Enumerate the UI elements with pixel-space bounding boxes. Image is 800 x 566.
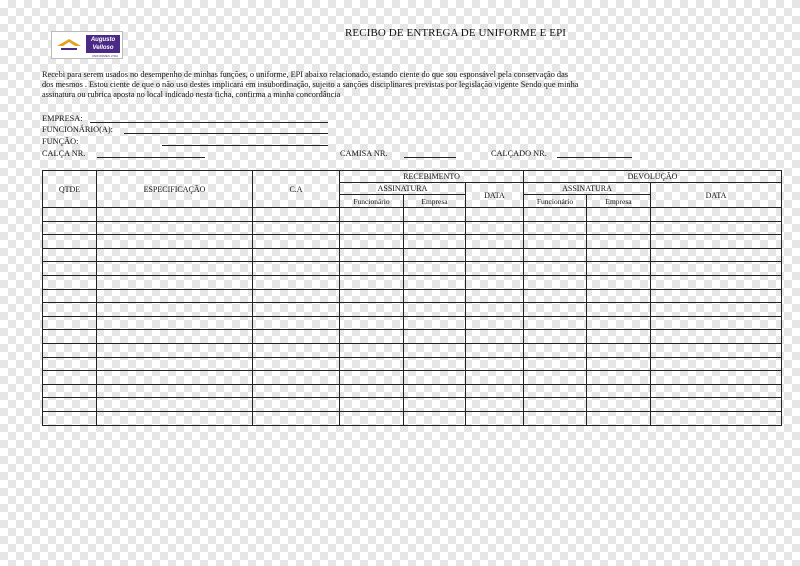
- table-cell[interactable]: [587, 398, 651, 412]
- table-cell[interactable]: [97, 343, 253, 357]
- table-cell[interactable]: [97, 275, 253, 289]
- table-cell[interactable]: [340, 289, 404, 303]
- table-cell[interactable]: [651, 411, 782, 425]
- table-cell[interactable]: [97, 221, 253, 235]
- table-cell[interactable]: [587, 221, 651, 235]
- table-cell[interactable]: [587, 262, 651, 276]
- table-cell[interactable]: [651, 398, 782, 412]
- table-cell[interactable]: [587, 303, 651, 317]
- calcado-label: CALÇADO NR.: [491, 149, 547, 158]
- table-cell[interactable]: [466, 248, 524, 262]
- table-cell[interactable]: [524, 316, 587, 330]
- table-cell[interactable]: [587, 275, 651, 289]
- table-cell[interactable]: [404, 248, 466, 262]
- table-cell[interactable]: [524, 262, 587, 276]
- table-cell[interactable]: [43, 398, 97, 412]
- table-cell[interactable]: [97, 330, 253, 344]
- table-cell[interactable]: [340, 411, 404, 425]
- logo-subtitle: UNIFORMES LTDA: [91, 54, 119, 58]
- devolucao-empresa: Empresa: [587, 195, 651, 208]
- table-cell[interactable]: [43, 316, 97, 330]
- table-cell[interactable]: [587, 343, 651, 357]
- table-cell[interactable]: [43, 330, 97, 344]
- table-row: [43, 275, 782, 289]
- table-cell[interactable]: [587, 316, 651, 330]
- table-cell[interactable]: [466, 208, 524, 222]
- table-cell[interactable]: [404, 384, 466, 398]
- table-cell[interactable]: [524, 289, 587, 303]
- table-row: [43, 398, 782, 412]
- table-cell[interactable]: [404, 398, 466, 412]
- table-cell[interactable]: [43, 289, 97, 303]
- company-logo: [51, 31, 123, 59]
- table-cell[interactable]: [651, 248, 782, 262]
- col-especificacao: ESPECIFICAÇÃO: [97, 171, 253, 208]
- table-cell[interactable]: [97, 398, 253, 412]
- table-cell[interactable]: [524, 208, 587, 222]
- table-cell[interactable]: [43, 371, 97, 385]
- table-cell[interactable]: [466, 221, 524, 235]
- table-cell[interactable]: [404, 221, 466, 235]
- col-ca: C.A: [253, 171, 340, 208]
- table-cell[interactable]: [651, 275, 782, 289]
- table-cell[interactable]: [404, 343, 466, 357]
- table-cell[interactable]: [651, 208, 782, 222]
- table-cell[interactable]: [340, 330, 404, 344]
- recebimento-funcionario: Funcionário: [340, 195, 404, 208]
- table-cell[interactable]: [253, 398, 340, 412]
- table-cell[interactable]: [466, 357, 524, 371]
- devolucao-funcionario: Funcionário: [524, 195, 587, 208]
- table-row: [43, 289, 782, 303]
- funcionario-field[interactable]: [124, 133, 328, 134]
- table-cell[interactable]: [340, 316, 404, 330]
- table-cell[interactable]: [466, 262, 524, 276]
- table-cell[interactable]: [587, 357, 651, 371]
- table-cell[interactable]: [466, 289, 524, 303]
- table-cell[interactable]: [651, 235, 782, 249]
- camisa-field[interactable]: [404, 157, 456, 158]
- table-cell[interactable]: [524, 411, 587, 425]
- table-cell[interactable]: [524, 303, 587, 317]
- table-cell[interactable]: [587, 411, 651, 425]
- table-cell[interactable]: [340, 357, 404, 371]
- table-cell[interactable]: [340, 221, 404, 235]
- table-cell[interactable]: [524, 275, 587, 289]
- table-cell[interactable]: [524, 371, 587, 385]
- table-cell[interactable]: [587, 330, 651, 344]
- table-cell[interactable]: [587, 371, 651, 385]
- table-cell[interactable]: [253, 262, 340, 276]
- table-cell[interactable]: [524, 384, 587, 398]
- table-cell[interactable]: [404, 303, 466, 317]
- table-cell[interactable]: [651, 289, 782, 303]
- table-cell[interactable]: [43, 275, 97, 289]
- table-cell[interactable]: [524, 235, 587, 249]
- table-cell[interactable]: [253, 384, 340, 398]
- items-table: [42, 170, 782, 426]
- recebimento-empresa: Empresa: [404, 195, 466, 208]
- table-cell[interactable]: [97, 411, 253, 425]
- table-cell[interactable]: [587, 384, 651, 398]
- table-cell[interactable]: [253, 316, 340, 330]
- col-recebimento: RECEBIMENTO: [340, 171, 524, 183]
- table-cell[interactable]: [97, 289, 253, 303]
- table-cell[interactable]: [43, 411, 97, 425]
- table-cell[interactable]: [253, 289, 340, 303]
- table-cell[interactable]: [340, 208, 404, 222]
- table-cell[interactable]: [340, 275, 404, 289]
- table-cell[interactable]: [466, 371, 524, 385]
- recebimento-assinatura: ASSINATURA: [340, 183, 466, 195]
- table-cell[interactable]: [253, 303, 340, 317]
- table-cell[interactable]: [253, 371, 340, 385]
- table-cell[interactable]: [404, 289, 466, 303]
- table-cell[interactable]: [43, 208, 97, 222]
- table-cell[interactable]: [466, 303, 524, 317]
- table-cell[interactable]: [43, 221, 97, 235]
- table-cell[interactable]: [587, 208, 651, 222]
- table-cell[interactable]: [253, 275, 340, 289]
- camisa-label: CAMISA NR.: [340, 149, 388, 158]
- table-cell[interactable]: [651, 316, 782, 330]
- table-cell[interactable]: [340, 248, 404, 262]
- calca-label: CALÇA NR.: [42, 149, 86, 158]
- table-cell[interactable]: [524, 248, 587, 262]
- table-cell[interactable]: [404, 316, 466, 330]
- empresa-label: EMPRESA:: [42, 114, 83, 123]
- table-cell[interactable]: [97, 248, 253, 262]
- table-row: [43, 343, 782, 357]
- table-cell[interactable]: [404, 262, 466, 276]
- table-row: [43, 357, 782, 371]
- table-row: [43, 248, 782, 262]
- table-row: [43, 330, 782, 344]
- table-cell[interactable]: [651, 343, 782, 357]
- table-cell[interactable]: [43, 262, 97, 276]
- logo-badge: Augusto Velloso: [86, 35, 120, 53]
- table-row: [43, 235, 782, 249]
- table-cell[interactable]: [253, 221, 340, 235]
- table-cell[interactable]: [253, 411, 340, 425]
- table-cell[interactable]: [43, 343, 97, 357]
- table-cell[interactable]: [651, 221, 782, 235]
- calca-field[interactable]: [97, 157, 205, 158]
- table-cell[interactable]: [404, 411, 466, 425]
- table-cell[interactable]: [253, 208, 340, 222]
- table-cell[interactable]: [404, 235, 466, 249]
- table-cell[interactable]: [97, 262, 253, 276]
- table-cell[interactable]: [253, 330, 340, 344]
- table-cell[interactable]: [524, 343, 587, 357]
- table-row: [43, 316, 782, 330]
- table-cell[interactable]: [340, 371, 404, 385]
- funcionario-label: FUNCIONÁRIO(A):: [42, 125, 113, 134]
- table-cell[interactable]: [43, 248, 97, 262]
- table-cell[interactable]: [524, 221, 587, 235]
- table-row: [43, 411, 782, 425]
- table-cell[interactable]: [524, 398, 587, 412]
- funcao-label: FUNÇÃO:: [42, 137, 79, 146]
- table-row: [43, 303, 782, 317]
- table-cell[interactable]: [43, 303, 97, 317]
- table-cell[interactable]: [587, 235, 651, 249]
- table-cell[interactable]: [404, 371, 466, 385]
- table-row: [43, 384, 782, 398]
- table-cell[interactable]: [587, 289, 651, 303]
- table-cell[interactable]: [466, 275, 524, 289]
- table-cell[interactable]: [340, 398, 404, 412]
- logo-mark-icon: [55, 36, 83, 54]
- table-cell[interactable]: [466, 343, 524, 357]
- table-cell[interactable]: [651, 357, 782, 371]
- devolucao-data: DATA: [651, 183, 782, 208]
- table-cell[interactable]: [253, 248, 340, 262]
- recebimento-data: DATA: [466, 183, 524, 208]
- table-cell[interactable]: [97, 316, 253, 330]
- table-cell[interactable]: [524, 330, 587, 344]
- table-cell[interactable]: [651, 262, 782, 276]
- devolucao-assinatura: ASSINATURA: [524, 183, 651, 195]
- table-cell[interactable]: [43, 235, 97, 249]
- table-cell[interactable]: [524, 357, 587, 371]
- table-cell[interactable]: [404, 330, 466, 344]
- table-cell[interactable]: [466, 398, 524, 412]
- funcao-field[interactable]: [162, 145, 328, 146]
- col-devolucao: DEVOLUÇÃO: [524, 171, 782, 183]
- empresa-field[interactable]: [90, 122, 328, 123]
- table-row: [43, 221, 782, 235]
- table-cell[interactable]: [253, 357, 340, 371]
- table-cell[interactable]: [340, 235, 404, 249]
- table-cell[interactable]: [404, 208, 466, 222]
- table-cell[interactable]: [404, 275, 466, 289]
- table-cell[interactable]: [97, 371, 253, 385]
- table-cell[interactable]: [43, 357, 97, 371]
- table-cell[interactable]: [97, 303, 253, 317]
- document-title: RECIBO DE ENTREGA DE UNIFORME E EPI: [345, 27, 567, 39]
- intro-line: assinatura ou rubrica aposta no local indicado nesta ficha, confirma a minha concordância: [42, 90, 341, 99]
- table-row: [43, 371, 782, 385]
- table-cell[interactable]: [43, 384, 97, 398]
- table-cell[interactable]: [651, 303, 782, 317]
- table-cell[interactable]: [466, 411, 524, 425]
- col-qtde: QTDE: [43, 171, 97, 208]
- table-row: [43, 208, 782, 222]
- table-cell[interactable]: [340, 303, 404, 317]
- table-cell[interactable]: [340, 262, 404, 276]
- table-cell[interactable]: [404, 357, 466, 371]
- table-cell[interactable]: [466, 316, 524, 330]
- table-cell[interactable]: [651, 330, 782, 344]
- table-cell[interactable]: [253, 343, 340, 357]
- table-row: [43, 262, 782, 276]
- table-cell[interactable]: [651, 384, 782, 398]
- intro-line: Recebi para serem usados no desempenho de minhas funções, o uniforme, EPI abaixo relacionado, estando ciente do que sou esponsável pela conservação das: [42, 70, 568, 79]
- table-cell[interactable]: [466, 330, 524, 344]
- intro-paragraph: [42, 70, 682, 100]
- table-cell[interactable]: [340, 343, 404, 357]
- table-body: [43, 208, 782, 426]
- table-cell[interactable]: [97, 235, 253, 249]
- calcado-field[interactable]: [557, 157, 632, 158]
- table-cell[interactable]: [466, 384, 524, 398]
- table-cell[interactable]: [587, 248, 651, 262]
- table-cell[interactable]: [253, 235, 340, 249]
- intro-line: dos mesmos . Estou ciente de que o não uso destes implicará em insubordinação, sujeito a sanções disciplinares previstas por legislação vigente Sendo que minha: [42, 80, 579, 89]
- table-cell[interactable]: [97, 208, 253, 222]
- table-cell[interactable]: [340, 384, 404, 398]
- table-cell[interactable]: [651, 371, 782, 385]
- table-cell[interactable]: [97, 357, 253, 371]
- table-cell[interactable]: [466, 235, 524, 249]
- table-cell[interactable]: [97, 384, 253, 398]
